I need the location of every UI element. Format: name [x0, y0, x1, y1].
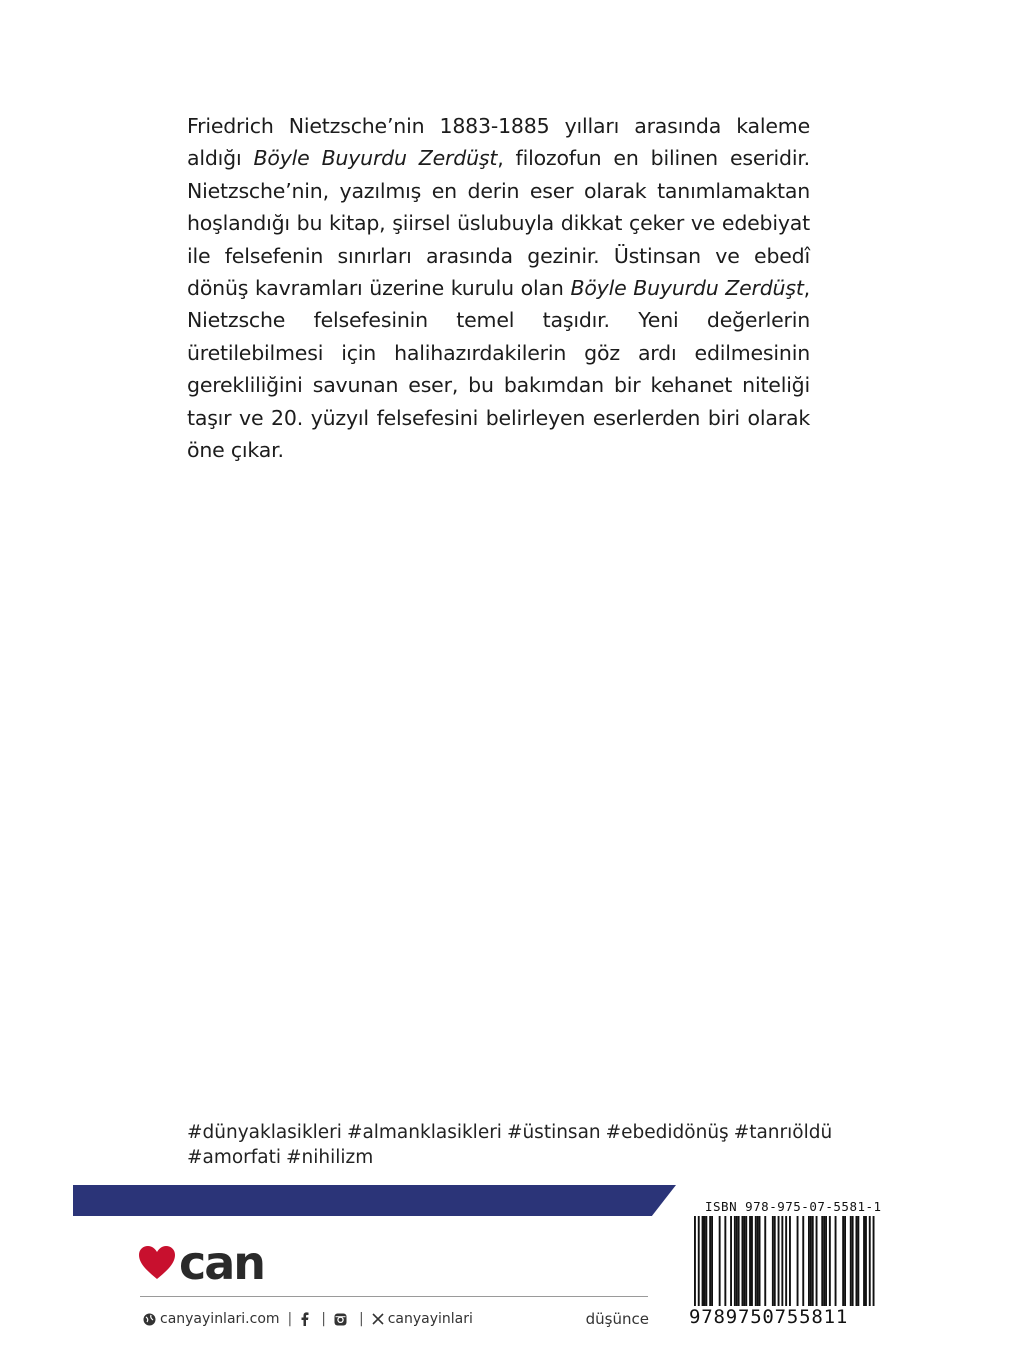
barcode-bar — [751, 1216, 753, 1306]
facebook-icon[interactable] — [300, 1312, 309, 1326]
barcode-bar — [709, 1216, 711, 1306]
hashtag: #ebedidönüş — [605, 1122, 729, 1143]
barcode-bar — [842, 1216, 844, 1306]
barcode-bar — [711, 1216, 713, 1306]
barcode-bar — [738, 1216, 740, 1306]
hashtag: #amorfati — [187, 1147, 282, 1168]
logo-wordmark: can — [179, 1236, 265, 1290]
separator: | — [287, 1311, 293, 1327]
globe-icon — [143, 1313, 156, 1326]
barcode-bar — [808, 1216, 810, 1306]
footer-divider — [140, 1296, 648, 1297]
separator: | — [358, 1311, 364, 1327]
barcode-bar — [785, 1216, 787, 1314]
website-link[interactable]: canyayinlari.com — [160, 1311, 280, 1327]
barcode-bar — [829, 1216, 831, 1306]
blurb-text: Friedrich Nietzsche’nin 1883-1885 yılları arasında kaleme aldığı — [187, 114, 810, 171]
barcode-bar — [856, 1216, 858, 1306]
barcode-bar — [704, 1216, 706, 1306]
barcode-bar — [743, 1216, 745, 1306]
genre-label: düşünce — [585, 1310, 649, 1328]
barcode-bar — [764, 1216, 766, 1306]
book-title-italic: Böyle Buyurdu Zerdüşt — [253, 146, 498, 171]
barcode-bar — [755, 1216, 757, 1306]
hashtag: #almanklasikleri — [346, 1122, 502, 1143]
barcode-bar — [705, 1216, 707, 1306]
publisher-logo — [138, 1236, 265, 1290]
barcode-bar — [857, 1216, 859, 1306]
instagram-icon[interactable] — [334, 1313, 347, 1326]
barcode-bar — [730, 1216, 732, 1306]
barcode-bar — [823, 1216, 825, 1306]
hashtag: #üstinsan — [506, 1122, 601, 1143]
barcode-bar — [702, 1216, 704, 1306]
x-icon[interactable] — [372, 1313, 384, 1325]
barcode-bar — [873, 1216, 875, 1314]
hashtag: #tanrıöldü — [733, 1122, 833, 1143]
barcode-number: 9789750755811 — [687, 1306, 877, 1328]
barcode-bar — [749, 1216, 751, 1306]
barcode-bar — [863, 1216, 865, 1306]
barcode-bar — [724, 1216, 726, 1306]
blurb-text: , filozofun en bilinen eseridir. Nietzsche’nin, yazılmış en derin eser olarak tanımlamaktan hoşlandığı bu kitap, şiirsel üslubuyla dikkat çeker ve edebiyat ile felsefenin sınırları arasında gezinir. Üstinsan ve ebedî dönüş kavramları üzerine kurulu olan — [187, 146, 810, 301]
barcode-bar — [759, 1216, 761, 1306]
barcode-bar — [778, 1216, 780, 1306]
barcode-bar — [781, 1216, 783, 1314]
barcode-bar — [825, 1216, 827, 1306]
back-cover-blurb — [187, 110, 810, 466]
barcode-bar — [852, 1216, 854, 1306]
barcode-bar — [821, 1216, 823, 1306]
barcode-bar — [698, 1216, 700, 1314]
footer-bar — [143, 1308, 649, 1330]
barcode-bar — [816, 1216, 818, 1306]
hashtag-list — [187, 1120, 833, 1170]
hashtag: #dünyaklasikleri — [187, 1122, 342, 1143]
barcode-bar — [835, 1216, 837, 1306]
isbn-label: ISBN 978-975-07-5581-1 — [705, 1199, 882, 1214]
barcode-bar — [742, 1216, 744, 1306]
barcode-bar — [774, 1216, 776, 1306]
book-title-italic: Böyle Buyurdu Zerdüşt — [570, 276, 804, 301]
barcode-bar — [810, 1216, 812, 1306]
barcode-bar — [812, 1216, 814, 1306]
barcode-bar — [772, 1216, 774, 1306]
barcode-bar — [757, 1216, 759, 1306]
barcode-bar — [844, 1216, 846, 1306]
hashtag: #nihilizm — [286, 1147, 374, 1168]
blue-stripe — [73, 1185, 676, 1216]
barcode-bar — [745, 1216, 747, 1306]
separator: | — [321, 1311, 326, 1327]
barcode-bar — [719, 1216, 721, 1306]
barcode-bar — [797, 1216, 799, 1306]
blurb-text: , Nietzsche felsefesinin temel taşıdır. Yeni değerlerin üretilebilmesi için halihazırdakilerin göz ardı edilmesinin gerekliliğini savunan eser, bu bakımdan bir kehanet niteliği taşır ve 20. yüzyıl felsefesini belirleyen eserlerden biri olarak öne çıkar. — [187, 276, 810, 463]
barcode-bar — [694, 1216, 696, 1314]
heart-icon — [138, 1245, 176, 1281]
barcode-bar — [865, 1216, 867, 1306]
barcode-bar — [736, 1216, 738, 1306]
barcode-bar — [734, 1216, 736, 1306]
barcode-bar — [789, 1216, 791, 1306]
barcode-bar — [850, 1216, 852, 1306]
x-handle[interactable]: canyayinlari — [387, 1311, 473, 1327]
barcode-bar — [869, 1216, 871, 1314]
barcode-bar — [802, 1216, 804, 1306]
